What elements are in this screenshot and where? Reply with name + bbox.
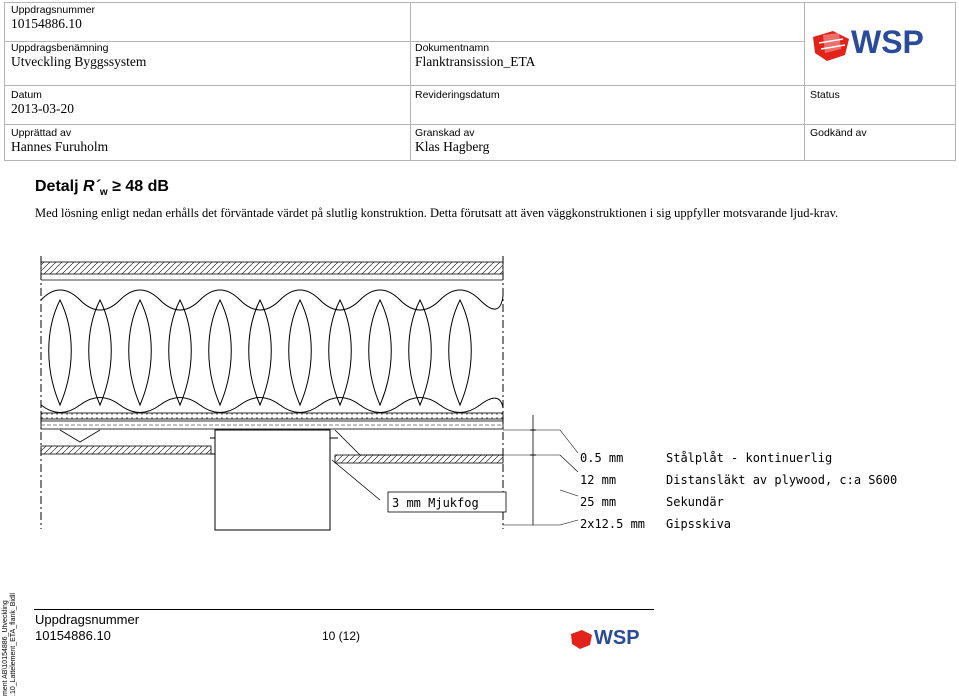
- granskad-label: Granskad av: [415, 127, 475, 139]
- footer-uppdragsnummer-value: 10154886.10: [35, 628, 111, 643]
- header-divider: [5, 85, 955, 86]
- revideringsdatum-label: Revideringsdatum: [415, 89, 500, 101]
- page-number: 10 (12): [322, 629, 361, 643]
- detail-title: [35, 178, 169, 198]
- header-divider: [5, 124, 955, 125]
- wsp-logo: [811, 17, 951, 67]
- layer-thickness: 0.5 mm: [580, 451, 624, 465]
- layer-thickness: 2x12.5 mm: [580, 517, 646, 531]
- uppdragsbenamning-value: Utveckling Byggssystem: [11, 54, 147, 69]
- header-divider: [5, 41, 804, 42]
- wsp-logo-text: WSP: [851, 24, 924, 60]
- godkand-label: Godkänd av: [810, 127, 867, 139]
- datum-value: 2013-03-20: [11, 101, 74, 116]
- construction-detail-drawing: [0, 250, 959, 550]
- uppdragsbenamning-label: Uppdragsbenämning: [11, 42, 109, 54]
- footer-logo-text: WSP: [594, 627, 640, 649]
- layer-material: Sekundär: [666, 495, 724, 509]
- upprattad-value: Hannes Furuholm: [11, 139, 109, 154]
- layer-material: Stålplåt - kontinuerlig: [666, 451, 833, 465]
- footer-wsp-logo: [570, 622, 660, 652]
- title-value: 48 dB: [125, 178, 169, 195]
- layer-thickness: 12 mm: [580, 473, 617, 487]
- document-header: [4, 2, 956, 161]
- granskad-value: Klas Hagberg: [415, 139, 490, 154]
- layer-material: Distansläkt av plywood, c:a S600: [666, 473, 898, 487]
- side-file-path: [2, 556, 18, 696]
- title-subscript: w: [99, 187, 108, 199]
- title-symbol: R´: [83, 178, 100, 195]
- footer-rule: [34, 609, 654, 610]
- status-label: Status: [810, 89, 840, 101]
- layer-legend: [580, 451, 897, 531]
- header-divider: [410, 3, 411, 160]
- title-prefix: Detalj: [35, 178, 79, 195]
- footer-uppdragsnummer-label: Uppdragsnummer: [35, 612, 140, 627]
- uppdragsnummer-label: Uppdragsnummer: [11, 4, 96, 16]
- upprattad-label: Upprättad av: [11, 127, 72, 139]
- layer-material: Gipsskiva: [666, 517, 732, 531]
- fog-label: 3 mm Mjukfog: [392, 496, 479, 510]
- insulation-pattern: [41, 290, 503, 413]
- side-path-line: ment AB\10154886_Utveckling: [2, 600, 9, 696]
- datum-label: Datum: [11, 89, 42, 101]
- layer-thickness: 25 mm: [580, 495, 617, 509]
- dokumentnamn-label: Dokumentnamn: [415, 42, 490, 54]
- title-relation: ≥: [112, 178, 121, 195]
- uppdragsnummer-value: 10154886.10: [11, 16, 82, 31]
- description-paragraph: Med lösning enligt nedan erhålls det förväntade värdet på slutlig konstruktion. Detta förutsatt att även väggkonstruktionen i sig uppfyller motsvarande ljud-krav.: [35, 206, 839, 220]
- dokumentnamn-value: Flanktransission_ETA: [415, 54, 536, 69]
- header-divider: [804, 3, 805, 160]
- side-path-line: .10_Lattelement_ETA_flank_Bidll: [10, 593, 17, 696]
